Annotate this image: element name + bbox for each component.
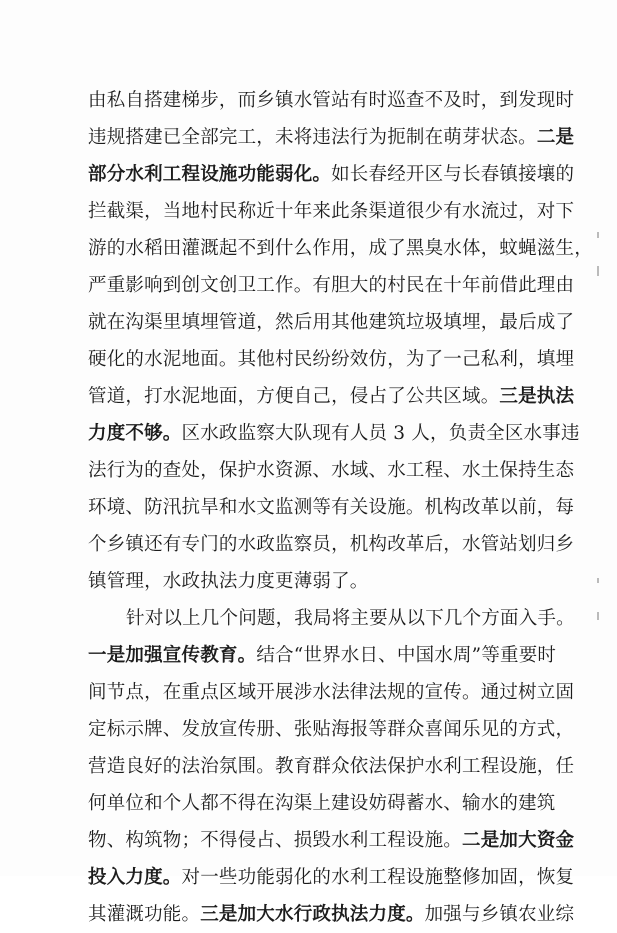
text-segment: 其灌溉功能。 bbox=[88, 904, 201, 925]
text-line bbox=[88, 193, 575, 230]
bold-text-segment: 力度不够。 bbox=[88, 423, 182, 444]
text-segment: 区水政监察大队现有人员 3 人，负责全区水事违 bbox=[181, 423, 580, 444]
bold-text-segment: 二是 bbox=[536, 127, 575, 148]
text-segment: 加强与乡镇农业综 bbox=[424, 904, 575, 925]
text-segment: 物、构筑物；不得侵占、损毁水利工程设施。 bbox=[88, 830, 463, 851]
bold-text-segment: 三是加大水行政执法力度。 bbox=[200, 904, 425, 925]
text-segment: 对一些功能弱化的水利工程设施整修加固，恢复 bbox=[181, 867, 575, 888]
text-line bbox=[88, 896, 575, 933]
text-line bbox=[88, 156, 575, 193]
bold-text-segment: 一是加强宣传教育。 bbox=[88, 645, 257, 666]
text-line bbox=[88, 748, 575, 785]
text-segment: 个乡镇还有专门的水政监察员，机构改革后，水管站划归乡 bbox=[88, 534, 575, 555]
text-segment: 管道，打水泥地面，方便自己，侵占了公共区域。 bbox=[88, 386, 500, 407]
paragraph-2 bbox=[88, 600, 575, 933]
scan-mark bbox=[597, 266, 599, 276]
text-segment: 如长春经开区与长春镇接壤的 bbox=[331, 164, 575, 185]
text-segment: 游的水稻田灌溉起不到什么作用，成了黑臭水体，蚊蝇滋生， bbox=[88, 238, 593, 259]
scan-mark bbox=[597, 612, 599, 620]
text-line bbox=[88, 452, 575, 489]
text-segment: 违规搭建已全部完工，未将违法行为扼制在萌芽状态。 bbox=[88, 127, 537, 148]
text-line bbox=[88, 600, 575, 637]
text-segment: 法行为的查处，保护水资源、水域、水工程、水土保持生态 bbox=[88, 460, 575, 481]
text-segment: 严重影响到创文创卫工作。有胆大的村民在十年前借此理由 bbox=[88, 275, 575, 296]
text-line bbox=[88, 859, 575, 896]
text-segment: 镇管理，水政执法力度更薄弱了。 bbox=[88, 571, 369, 592]
text-line bbox=[88, 674, 575, 711]
text-line bbox=[88, 637, 558, 674]
scan-mark bbox=[597, 578, 599, 583]
text-line bbox=[88, 822, 575, 859]
bold-text-segment: 二是加大资金 bbox=[462, 830, 575, 851]
text-segment: 就在沟渠里填埋管道，然后用其他建筑垃圾填埋，最后成了 bbox=[88, 312, 575, 333]
text-line bbox=[88, 785, 558, 822]
text-segment: 由私自搭建梯步，而乡镇水管站有时巡查不及时，到发现时 bbox=[88, 90, 575, 111]
body-text bbox=[88, 82, 593, 933]
text-line bbox=[88, 267, 575, 304]
text-line bbox=[88, 304, 575, 341]
text-line bbox=[88, 526, 575, 563]
text-line bbox=[88, 415, 580, 452]
text-segment: 硬化的水泥地面。其他村民纷纷效仿，为了一己私利，填埋 bbox=[88, 349, 575, 370]
paragraph-1 bbox=[88, 82, 593, 600]
text-line bbox=[88, 341, 575, 378]
text-line bbox=[88, 82, 575, 119]
bold-text-segment: 部分水利工程设施功能弱化。 bbox=[88, 164, 332, 185]
text-segment: 针对以上几个问题，我局将主要从以下几个方面入手。 bbox=[126, 608, 575, 629]
text-line bbox=[88, 378, 575, 415]
text-line bbox=[88, 489, 575, 526]
text-segment: 定标示牌、发放宣传册、张贴海报等群众喜闻乐见的方式， bbox=[88, 719, 575, 740]
text-segment: 何单位和个人都不得在沟渠上建设妨碍蓄水、输水的建筑 bbox=[88, 793, 556, 814]
text-segment: 结合“世界水日、中国水周”等重要时 bbox=[256, 645, 557, 666]
text-segment: 环境、防汛抗旱和水文监测等有关设施。机构改革以前，每 bbox=[88, 497, 575, 518]
bold-text-segment: 三是执法 bbox=[499, 386, 575, 407]
text-line bbox=[88, 119, 575, 156]
scan-mark bbox=[597, 232, 599, 238]
text-line bbox=[88, 711, 575, 748]
text-segment: 拦截渠，当地村民称近十年来此条渠道很少有水流过，对下 bbox=[88, 201, 575, 222]
text-line bbox=[88, 230, 593, 267]
text-segment: 营造良好的法治氛围。教育群众依法保护水利工程设施，任 bbox=[88, 756, 575, 777]
bold-text-segment: 投入力度。 bbox=[88, 867, 182, 888]
text-segment: 间节点，在重点区域开展涉水法律法规的宣传。通过树立固 bbox=[88, 682, 575, 703]
text-line bbox=[88, 563, 558, 600]
